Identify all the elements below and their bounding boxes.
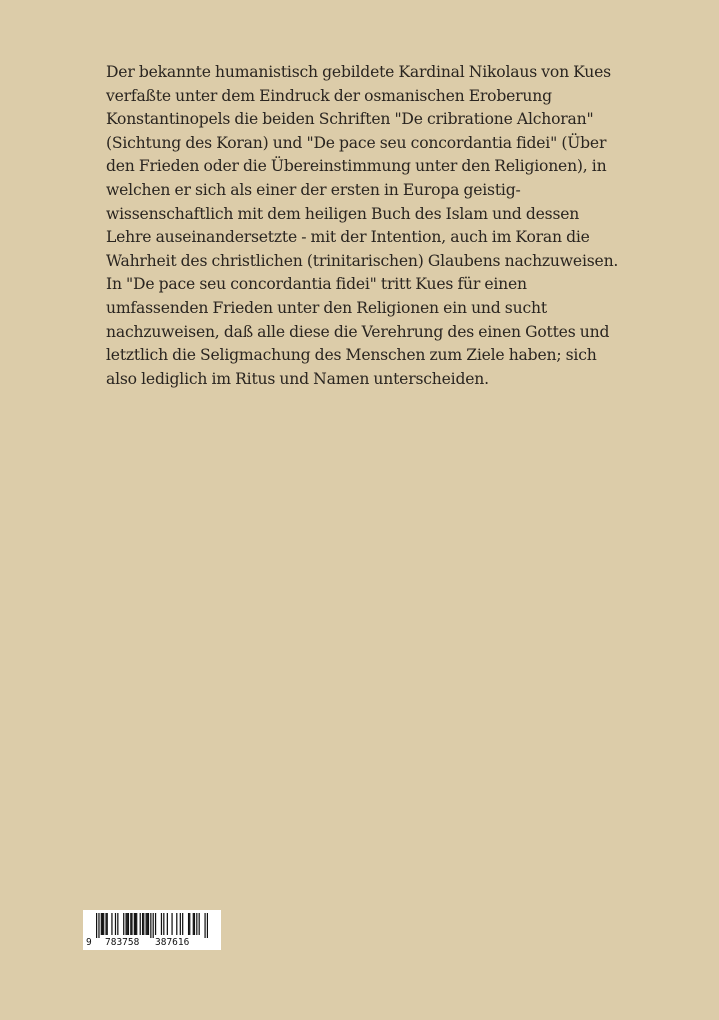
barcode-bar (101, 913, 102, 935)
isbn-left-group: 783758 (105, 937, 140, 948)
barcode-bar (105, 913, 106, 935)
barcode-bar (155, 913, 156, 935)
barcode-bar (125, 913, 126, 935)
barcode-bar (117, 913, 118, 935)
barcode-bar (167, 913, 168, 935)
barcode-bar (135, 913, 136, 935)
barcode-bar (136, 913, 137, 935)
blurb-text (106, 61, 626, 391)
barcode-bar (153, 913, 154, 938)
barcode-bar (176, 913, 177, 935)
barcode-bar (130, 913, 131, 935)
barcode-bar (161, 913, 162, 935)
barcode-bar (189, 913, 190, 935)
barcode-bar (204, 913, 205, 938)
barcode-bar (196, 913, 197, 935)
barcode-bar (199, 913, 200, 935)
isbn-barcode (83, 910, 221, 950)
isbn-first-digit: 9 (86, 937, 92, 948)
barcode-bar (188, 913, 189, 935)
barcode-bar (148, 913, 149, 935)
isbn-right-group: 387616 (155, 937, 190, 948)
barcode-bar (193, 913, 194, 935)
barcode-bar (207, 913, 208, 938)
barcode-bar (163, 913, 164, 935)
barcode-bar (123, 913, 124, 935)
barcode-bar (180, 913, 181, 935)
barcode-bar (171, 913, 172, 935)
barcode-bar (150, 913, 151, 938)
barcode-bar (131, 913, 132, 935)
barcode-bar (194, 913, 195, 935)
barcode-bar (98, 913, 99, 938)
barcode-bar (128, 913, 129, 935)
barcode-bar (115, 913, 116, 935)
barcode-bar (146, 913, 147, 935)
barcode-bar (127, 913, 128, 935)
barcode-bar (107, 913, 108, 935)
barcode-bar (143, 913, 144, 935)
blurb-paragraph-2: In "De pace seu concordantia fidei" tritt Kues für einen umfassenden Frieden unter den Religionen ein und sucht nachzuweisen, daß alle diese die Verehrung des einen Gottes und letztlich die Seligmachung des Menschen zum Ziele haben; sich also lediglich im Ritus und Namen unterscheiden. (106, 275, 610, 388)
barcode-bar (111, 913, 112, 935)
barcode-bar (182, 913, 183, 935)
barcode-bar (102, 913, 103, 935)
barcode-bar (96, 913, 97, 938)
barcode-bar (140, 913, 141, 935)
blurb-paragraph-1: Der bekannte humanistisch gebildete Kardinal Nikolaus von Kues verfaßte unter dem Eindruck der osmanischen Eroberung Konstantinopels die beiden Schriften "De cribratione Alchoran" (Sichtung des Koran) und "De pace seu concordantia fidei" (Über den Frieden oder die Übereinstimmung unter den Religionen), in welchen er sich als einer der ersten in Europa geistig-wissenschaftlich mit dem heiligen Buch des Islam und dessen Lehre auseinandersetzte - mit der Intention, auch im Koran die Wahrheit des christlichen (trinitarischen) Glaubens nachzuweisen. (106, 63, 619, 270)
barcode-bar (134, 913, 135, 935)
isbn-digits (83, 937, 221, 949)
barcode-bar (103, 913, 104, 935)
barcode-bar (147, 913, 148, 935)
barcode-bar (142, 913, 143, 935)
barcode-bars-icon (96, 913, 208, 938)
